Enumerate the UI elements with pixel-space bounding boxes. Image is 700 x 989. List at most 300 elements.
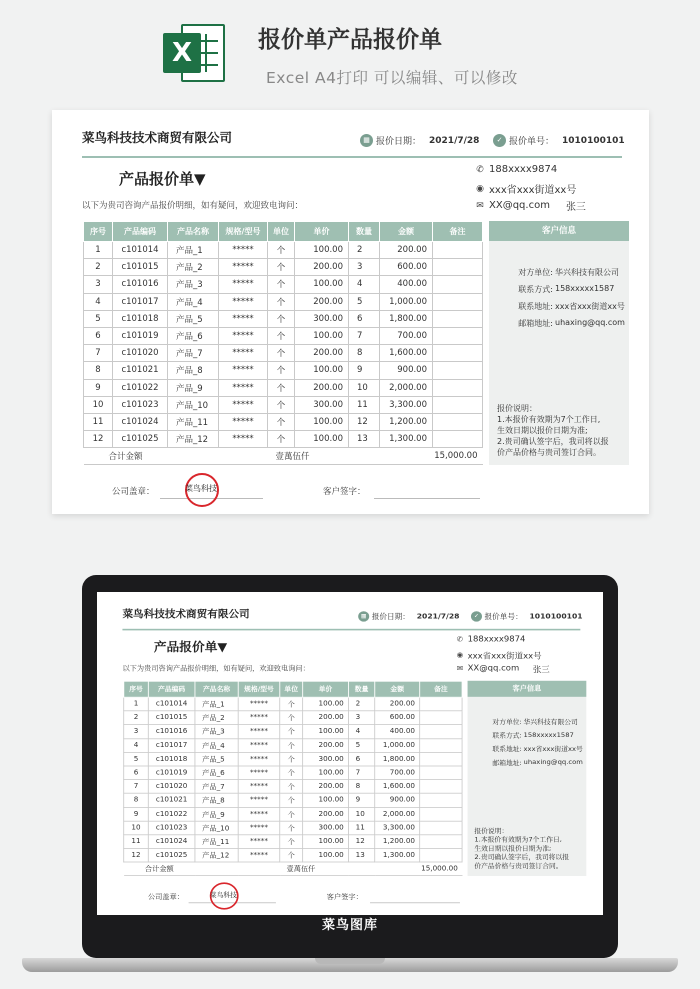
table-cell[interactable]: c101023 <box>148 821 195 835</box>
table-cell[interactable]: 100.00 <box>303 835 349 849</box>
company-seal-label: 公司盖章： <box>147 893 184 902</box>
customer-field-value[interactable]: 158xxxxx1587 <box>523 731 574 739</box>
table-cell[interactable]: 300.00 <box>303 752 349 766</box>
table-cell[interactable]: ***** <box>238 793 280 807</box>
table-cell[interactable]: 3 <box>348 711 374 725</box>
note-line: 价产品价格与贵司签订合同。 <box>497 448 601 457</box>
table-cell[interactable] <box>420 793 462 807</box>
table-cell[interactable]: 产品_3 <box>195 725 238 739</box>
column-header: 产品编码 <box>113 222 168 242</box>
table-cell[interactable]: 100.00 <box>295 431 349 448</box>
table-cell[interactable]: 10 <box>124 821 149 835</box>
table-cell[interactable]: 200.00 <box>303 780 349 794</box>
table-cell[interactable]: 9 <box>124 807 149 821</box>
customer-field-value[interactable]: 158xxxxx1587 <box>555 284 615 293</box>
customer-field-label: 对方单位: <box>518 268 553 277</box>
quote-sheet <box>52 110 649 514</box>
table-cell[interactable]: 100.00 <box>295 362 349 379</box>
table-cell[interactable]: 100.00 <box>295 276 349 293</box>
contact-email: ✉ XX@qq.com 张三 <box>456 664 550 675</box>
table-cell[interactable]: 产品_7 <box>168 345 219 362</box>
table-cell[interactable]: c101015 <box>148 711 195 725</box>
table-cell[interactable]: 600.00 <box>375 711 420 725</box>
table-cell[interactable] <box>433 413 483 430</box>
location-icon: ◉ <box>456 650 464 659</box>
table-cell[interactable]: 个 <box>268 276 295 293</box>
table-cell[interactable]: 1,300.00 <box>375 848 420 862</box>
table-cell[interactable]: 个 <box>268 431 295 448</box>
contact-address: ◉ xxx省xxx街道xx号 <box>476 183 577 196</box>
table-cell[interactable]: c101015 <box>113 259 168 276</box>
table-cell[interactable]: 产品_4 <box>168 293 219 310</box>
column-header: 产品名称 <box>168 222 219 242</box>
table-cell[interactable]: 200.00 <box>295 379 349 396</box>
table-cell[interactable]: 产品_10 <box>168 396 219 413</box>
table-cell[interactable]: 产品_8 <box>168 362 219 379</box>
table-cell[interactable]: 100.00 <box>295 242 349 259</box>
total-label: 合计金额 <box>84 448 168 465</box>
table-cell[interactable]: 产品_5 <box>168 310 219 327</box>
table-cell[interactable]: 个 <box>280 807 303 821</box>
table-cell[interactable]: c101019 <box>113 327 168 344</box>
table-cell[interactable]: 200.00 <box>295 293 349 310</box>
page-subtitle: Excel A4打印 可以编辑、可以修改 <box>266 69 518 87</box>
table-cell[interactable]: 200.00 <box>303 807 349 821</box>
header-divider <box>82 156 622 158</box>
customer-field-label: 联系地址: <box>492 745 522 753</box>
table-cell[interactable] <box>420 821 462 835</box>
table-cell[interactable]: 6 <box>124 766 149 780</box>
table-cell[interactable]: 7 <box>124 780 149 794</box>
table-cell[interactable]: 9 <box>84 379 113 396</box>
table-cell[interactable]: 100.00 <box>303 793 349 807</box>
table-cell[interactable]: 8 <box>349 345 380 362</box>
table-cell[interactable]: 9 <box>349 362 380 379</box>
table-cell[interactable] <box>420 766 462 780</box>
table-cell[interactable]: c101023 <box>113 396 168 413</box>
table-cell[interactable]: 产品_7 <box>195 780 238 794</box>
table-cell[interactable]: ***** <box>238 752 280 766</box>
table-cell[interactable]: ***** <box>238 697 280 711</box>
table-cell[interactable]: 1,800.00 <box>380 310 433 327</box>
table-cell[interactable]: c101016 <box>148 725 195 739</box>
customer-sign-line[interactable] <box>374 498 480 499</box>
table-cell[interactable]: c101025 <box>148 848 195 862</box>
table-cell[interactable]: 8 <box>124 793 149 807</box>
column-header: 规格/型号 <box>238 681 280 697</box>
table-cell[interactable]: 10 <box>84 396 113 413</box>
table-cell[interactable]: 产品_4 <box>195 738 238 752</box>
table-row <box>124 793 462 807</box>
table-row <box>84 310 483 327</box>
page-title: 报价单产品报价单 <box>258 27 442 53</box>
table-cell[interactable]: 3 <box>84 276 113 293</box>
table-cell[interactable]: 产品_12 <box>195 848 238 862</box>
table-cell[interactable]: ***** <box>238 725 280 739</box>
table-cell[interactable]: 2 <box>124 711 149 725</box>
stamp-text: 菜鸟科技 <box>209 891 237 899</box>
table-cell[interactable]: c101021 <box>148 793 195 807</box>
table-cell[interactable]: c101018 <box>113 310 168 327</box>
table-cell[interactable]: 个 <box>268 345 295 362</box>
table-cell[interactable]: ***** <box>238 835 280 849</box>
table-cell[interactable]: c101021 <box>113 362 168 379</box>
table-cell[interactable]: 产品_5 <box>195 752 238 766</box>
table-cell[interactable]: 200.00 <box>303 711 349 725</box>
table-cell[interactable]: 1,200.00 <box>380 413 433 430</box>
table-cell[interactable]: c101022 <box>148 807 195 821</box>
company-seal-label: 公司盖章： <box>112 487 155 497</box>
phone-icon: ✆ <box>476 164 484 175</box>
column-header: 序号 <box>124 681 149 697</box>
contact-email: ✉ XX@qq.com 张三 <box>476 200 586 213</box>
table-cell[interactable] <box>420 848 462 862</box>
quote-notes <box>474 826 584 870</box>
table-cell[interactable]: c101025 <box>113 431 168 448</box>
table-cell[interactable]: 产品_1 <box>195 697 238 711</box>
table-cell[interactable] <box>420 711 462 725</box>
total-spacer <box>195 862 280 876</box>
table-cell[interactable]: 1,000.00 <box>375 738 420 752</box>
table-cell[interactable]: ***** <box>219 345 268 362</box>
customer-field-value[interactable]: uhaxing@qq.com <box>555 318 625 327</box>
table-cell[interactable]: 13 <box>348 848 374 862</box>
table-cell[interactable]: 个 <box>268 310 295 327</box>
table-cell[interactable] <box>433 379 483 396</box>
table-row <box>124 738 462 752</box>
table-cell[interactable]: 产品_8 <box>195 793 238 807</box>
table-cell[interactable]: 产品_10 <box>195 821 238 835</box>
table-cell[interactable]: 700.00 <box>380 327 433 344</box>
column-header: 单位 <box>268 222 295 242</box>
table-cell[interactable]: 产品_3 <box>168 276 219 293</box>
table-cell[interactable]: 1,800.00 <box>375 752 420 766</box>
table-cell[interactable]: 3,300.00 <box>375 821 420 835</box>
customer-field-value[interactable]: xxx省xxx街道xx号 <box>555 302 625 311</box>
quote-date: ▦ 报价日期： 2021/7/28 <box>358 611 459 621</box>
table-cell[interactable]: 个 <box>280 738 303 752</box>
customer-info-panel <box>468 681 587 876</box>
table-cell[interactable]: 12 <box>349 413 380 430</box>
customer-field-value[interactable]: uhaxing@qq.com <box>523 758 583 766</box>
note-line: 报价说明： <box>497 404 537 413</box>
table-cell[interactable]: 10 <box>349 379 380 396</box>
column-header: 数量 <box>348 681 374 697</box>
column-header: 产品名称 <box>195 681 238 697</box>
table-cell[interactable]: c101024 <box>113 413 168 430</box>
column-header: 序号 <box>84 222 113 242</box>
table-row <box>124 766 462 780</box>
table-cell[interactable]: c101014 <box>148 697 195 711</box>
table-cell[interactable]: 产品_9 <box>168 379 219 396</box>
table-cell[interactable]: 个 <box>280 697 303 711</box>
table-cell[interactable]: 个 <box>280 821 303 835</box>
table-cell[interactable]: 1 <box>124 697 149 711</box>
column-header: 数量 <box>349 222 380 242</box>
table-cell[interactable]: ***** <box>219 310 268 327</box>
table-cell[interactable] <box>433 345 483 362</box>
table-cell[interactable]: 10 <box>348 807 374 821</box>
note-line: 1.本报价有效期为7个工作日, <box>497 415 601 424</box>
table-cell[interactable]: 9 <box>348 793 374 807</box>
table-cell[interactable]: 6 <box>349 310 380 327</box>
contact-address: ◉ xxx省xxx街道xx号 <box>456 650 542 661</box>
table-cell[interactable]: 个 <box>268 242 295 259</box>
table-cell[interactable]: 个 <box>280 780 303 794</box>
table-cell[interactable]: 产品_2 <box>168 259 219 276</box>
table-cell[interactable]: 产品_11 <box>195 835 238 849</box>
column-header: 单价 <box>303 681 349 697</box>
table-cell[interactable] <box>433 276 483 293</box>
table-cell[interactable]: c101022 <box>113 379 168 396</box>
table-cell[interactable]: 100.00 <box>303 766 349 780</box>
table-cell[interactable] <box>420 780 462 794</box>
table-cell[interactable]: 2 <box>349 242 380 259</box>
table-cell[interactable]: c101016 <box>113 276 168 293</box>
table-cell[interactable]: 2 <box>348 697 374 711</box>
column-header: 金额 <box>380 222 433 242</box>
table-cell[interactable]: ***** <box>219 327 268 344</box>
table-cell[interactable]: 个 <box>280 766 303 780</box>
table-cell[interactable]: 8 <box>348 780 374 794</box>
table-cell[interactable]: 5 <box>84 310 113 327</box>
quote-sheet-preview <box>97 592 603 915</box>
stamp-text: 菜鸟科技 <box>185 484 217 493</box>
customer-sign-label: 客户签字： <box>326 893 363 902</box>
table-cell[interactable]: 100.00 <box>295 327 349 344</box>
table-cell[interactable]: 1,600.00 <box>375 780 420 794</box>
table-cell[interactable]: 11 <box>349 396 380 413</box>
table-cell[interactable] <box>420 697 462 711</box>
table-cell[interactable]: 3 <box>349 259 380 276</box>
table-cell[interactable]: c101019 <box>148 766 195 780</box>
total-amount: 15,000.00 <box>380 448 483 465</box>
table-cell[interactable]: 产品_1 <box>168 242 219 259</box>
table-cell[interactable]: ***** <box>219 362 268 379</box>
table-cell[interactable]: c101020 <box>148 780 195 794</box>
table-cell[interactable]: 11 <box>124 835 149 849</box>
table-cell[interactable]: 3,300.00 <box>380 396 433 413</box>
document-description: 以下为贵司咨询产品报价明细，如有疑问，欢迎致电询问： <box>122 664 310 673</box>
table-cell[interactable]: 1,300.00 <box>380 431 433 448</box>
table-cell[interactable] <box>420 807 462 821</box>
table-cell[interactable]: 个 <box>268 259 295 276</box>
total-amount: 15,000.00 <box>375 862 462 876</box>
table-cell[interactable]: c101018 <box>148 752 195 766</box>
table-row <box>124 807 462 821</box>
table-cell[interactable]: 200.00 <box>295 259 349 276</box>
table-cell[interactable]: ***** <box>219 396 268 413</box>
table-cell[interactable]: 4 <box>84 293 113 310</box>
table-cell[interactable]: ***** <box>238 766 280 780</box>
table-cell[interactable]: 8 <box>84 362 113 379</box>
table-cell[interactable]: 4 <box>124 738 149 752</box>
quote-date: ▦ 报价日期： 2021/7/28 <box>360 134 479 147</box>
table-cell[interactable]: 个 <box>280 835 303 849</box>
table-cell[interactable]: 900.00 <box>375 793 420 807</box>
table-cell[interactable]: 5 <box>348 738 374 752</box>
table-row <box>124 780 462 794</box>
customer-field-label: 对方单位: <box>492 718 522 726</box>
location-icon: ◉ <box>476 183 484 194</box>
table-cell[interactable]: ***** <box>238 821 280 835</box>
table-cell[interactable] <box>433 431 483 448</box>
customer-field-label: 邮箱地址: <box>518 319 553 328</box>
table-cell[interactable]: 900.00 <box>380 362 433 379</box>
table-cell[interactable]: 700.00 <box>375 766 420 780</box>
table-row <box>84 413 483 430</box>
note-line: 生效日期以报价日期为准; <box>497 426 588 435</box>
table-cell[interactable]: 1,000.00 <box>380 293 433 310</box>
table-cell[interactable]: ***** <box>238 848 280 862</box>
table-row <box>124 752 462 766</box>
table-cell[interactable]: 300.00 <box>303 821 349 835</box>
table-cell[interactable]: 产品_2 <box>195 711 238 725</box>
customer-field-label: 联系方式: <box>492 732 522 740</box>
table-cell[interactable] <box>433 396 483 413</box>
table-cell[interactable] <box>433 293 483 310</box>
table-cell[interactable]: 产品_11 <box>168 413 219 430</box>
table-cell[interactable] <box>420 725 462 739</box>
page-header <box>0 0 700 100</box>
table-cell[interactable]: 12 <box>348 835 374 849</box>
table-cell[interactable]: 1,200.00 <box>375 835 420 849</box>
table-cell[interactable]: 个 <box>268 413 295 430</box>
table-cell[interactable] <box>433 242 483 259</box>
table-cell[interactable]: 2,000.00 <box>375 807 420 821</box>
customer-field-value[interactable]: 华兴科技有限公司 <box>555 268 619 277</box>
total-in-words: 壹萬伍仟 <box>268 448 380 465</box>
table-row <box>124 821 462 835</box>
table-cell[interactable]: ***** <box>238 807 280 821</box>
phone-icon: ✆ <box>456 635 464 644</box>
table-cell[interactable]: 200.00 <box>375 697 420 711</box>
table-cell[interactable]: ***** <box>219 431 268 448</box>
table-cell[interactable]: ***** <box>219 276 268 293</box>
table-cell[interactable]: ***** <box>238 711 280 725</box>
table-cell[interactable]: 300.00 <box>295 310 349 327</box>
column-header: 金额 <box>375 681 420 697</box>
table-cell[interactable]: 1,600.00 <box>380 345 433 362</box>
table-cell[interactable]: c101024 <box>148 835 195 849</box>
customer-info-header: 客户信息 <box>468 681 587 697</box>
table-cell[interactable]: ***** <box>219 259 268 276</box>
table-cell[interactable]: 个 <box>268 293 295 310</box>
table-cell[interactable] <box>420 738 462 752</box>
table-cell[interactable]: c101017 <box>148 738 195 752</box>
table-cell[interactable]: 400.00 <box>375 725 420 739</box>
total-row <box>84 448 483 465</box>
table-cell[interactable]: 11 <box>84 413 113 430</box>
total-label: 合计金额 <box>124 862 195 876</box>
note-line: 2.贵司确认签字后，我司将以报 <box>474 853 570 861</box>
table-cell[interactable]: 2 <box>84 259 113 276</box>
table-cell[interactable]: ***** <box>219 242 268 259</box>
table-cell[interactable]: 个 <box>268 327 295 344</box>
table-cell[interactable]: ***** <box>219 379 268 396</box>
table-cell[interactable]: 5 <box>349 293 380 310</box>
table-cell[interactable]: 100.00 <box>295 413 349 430</box>
table-cell[interactable]: 个 <box>280 752 303 766</box>
table-cell[interactable]: 600.00 <box>380 259 433 276</box>
customer-field-value[interactable]: xxx省xxx街道xx号 <box>523 745 583 753</box>
table-cell[interactable]: 11 <box>348 821 374 835</box>
customer-field-value[interactable]: 华兴科技有限公司 <box>523 718 578 726</box>
customer-info-header: 客户信息 <box>489 221 629 241</box>
table-cell[interactable]: 产品_12 <box>168 431 219 448</box>
table-cell[interactable] <box>433 259 483 276</box>
table-cell[interactable]: 400.00 <box>380 276 433 293</box>
table-cell[interactable]: 100.00 <box>303 848 349 862</box>
table-cell[interactable]: 2,000.00 <box>380 379 433 396</box>
table-cell[interactable]: c101017 <box>113 293 168 310</box>
table-cell[interactable]: 产品_6 <box>195 766 238 780</box>
table-cell[interactable]: 4 <box>349 276 380 293</box>
column-header: 单价 <box>295 222 349 242</box>
calendar-icon: ▦ <box>360 134 373 147</box>
table-cell[interactable]: 个 <box>280 711 303 725</box>
table-cell[interactable]: ***** <box>219 293 268 310</box>
table-cell[interactable]: 4 <box>348 725 374 739</box>
customer-sign-line[interactable] <box>370 902 460 903</box>
table-cell[interactable] <box>433 362 483 379</box>
table-cell[interactable]: 产品_9 <box>195 807 238 821</box>
table-cell[interactable]: ***** <box>238 738 280 752</box>
table-cell[interactable]: 13 <box>349 431 380 448</box>
table-cell[interactable]: 100.00 <box>303 725 349 739</box>
table-cell[interactable]: 6 <box>348 752 374 766</box>
table-cell[interactable] <box>433 310 483 327</box>
mail-icon: ✉ <box>456 664 464 673</box>
table-cell[interactable]: 7 <box>348 766 374 780</box>
table-cell[interactable]: 个 <box>268 362 295 379</box>
table-cell[interactable]: 100.00 <box>303 697 349 711</box>
table-cell[interactable]: 个 <box>280 793 303 807</box>
table-cell[interactable] <box>420 835 462 849</box>
table-cell[interactable]: c101020 <box>113 345 168 362</box>
table-cell[interactable]: 6 <box>84 327 113 344</box>
contact-phone: ✆ 188xxxx9874 <box>456 635 526 644</box>
table-row <box>84 379 483 396</box>
table-cell[interactable]: 12 <box>84 431 113 448</box>
table-cell[interactable]: 200.00 <box>380 242 433 259</box>
table-cell[interactable]: 5 <box>124 752 149 766</box>
table-row <box>124 697 462 711</box>
column-header: 备注 <box>433 222 483 242</box>
table-cell[interactable]: ***** <box>238 780 280 794</box>
table-cell[interactable]: 产品_6 <box>168 327 219 344</box>
table-cell[interactable] <box>420 752 462 766</box>
table-cell[interactable]: 7 <box>349 327 380 344</box>
document-description: 以下为贵司咨询产品报价明细，如有疑问，欢迎致电询问： <box>82 201 304 211</box>
table-cell[interactable]: 12 <box>124 848 149 862</box>
table-cell[interactable]: 200.00 <box>295 345 349 362</box>
table-cell[interactable]: 7 <box>84 345 113 362</box>
customer-info-panel <box>489 221 629 465</box>
table-cell[interactable]: 1 <box>84 242 113 259</box>
table-cell[interactable]: 300.00 <box>295 396 349 413</box>
table-cell[interactable]: 个 <box>280 848 303 862</box>
table-cell[interactable]: 200.00 <box>303 738 349 752</box>
table-row <box>84 362 483 379</box>
table-cell[interactable]: 个 <box>280 725 303 739</box>
table-cell[interactable] <box>433 327 483 344</box>
table-cell[interactable]: c101014 <box>113 242 168 259</box>
table-cell[interactable]: 个 <box>268 379 295 396</box>
table-cell[interactable]: 3 <box>124 725 149 739</box>
table-cell[interactable]: 个 <box>268 396 295 413</box>
table-cell[interactable]: ***** <box>219 413 268 430</box>
